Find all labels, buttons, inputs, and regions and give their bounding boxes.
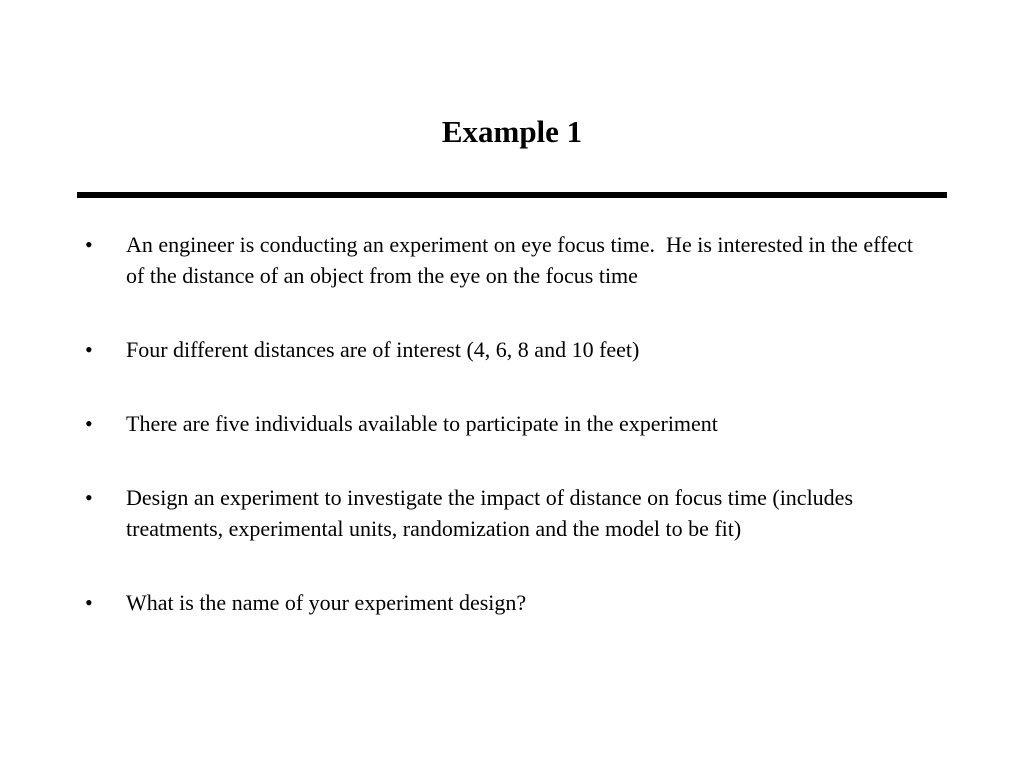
bullet-icon: •	[85, 485, 93, 510]
bullet-text: An engineer is conducting an experiment on eye focus time. He is interested in the effect of the distance of an object from the eye on the focus time	[126, 232, 919, 288]
bullet-text: What is the name of your experiment design?	[126, 590, 527, 615]
bullet-list	[85, 229, 919, 661]
bullet-icon: •	[85, 590, 93, 615]
bullet-icon: •	[85, 232, 93, 257]
bullet-text: Four different distances are of interest (4, 6, 8 and 10 feet)	[126, 337, 640, 362]
bullet-item	[85, 482, 915, 544]
slide-title: Example 1	[441, 114, 583, 149]
bullet-icon: •	[85, 411, 93, 436]
bullet-item	[85, 408, 915, 439]
bullet-item	[85, 587, 915, 618]
bullet-text: Design an experiment to investigate the impact of distance on focus time (includes treatments, experimental units, randomization and the model to be fit)	[126, 485, 854, 541]
bullet-text: There are five individuals available to participate in the experiment	[126, 411, 718, 436]
bullet-icon: •	[85, 337, 93, 362]
title-divider	[77, 192, 947, 198]
bullet-item	[85, 229, 919, 291]
bullet-item	[85, 334, 915, 365]
